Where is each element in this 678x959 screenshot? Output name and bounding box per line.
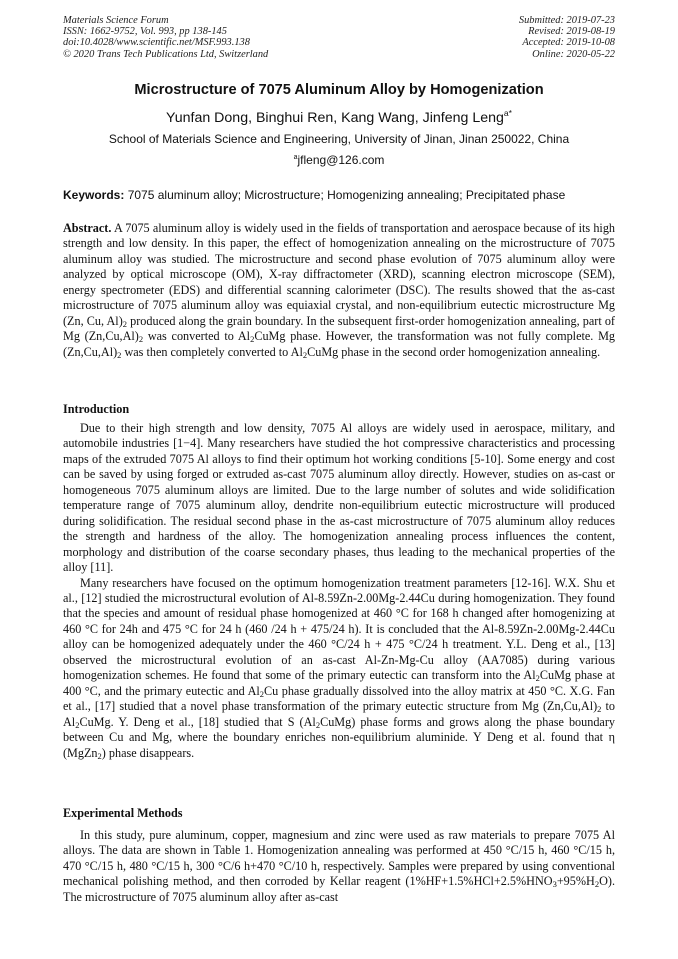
introduction-heading: Introduction [63,402,130,416]
contact-email [0,153,678,167]
introduction-body [63,421,615,761]
author-marker: a* [503,108,512,118]
abstract-text-5: was then completely converted to Al [121,344,303,359]
keywords-label: Keywords: [63,188,125,202]
abstract-text-4: CuMg phase. However, the transformation was not fully complete. Mg (Zn,Cu,Al) [63,329,615,359]
intro-p2-text-c: Cu phase gradually dissolved into the alloy matrix at 450 °C. X.G. Fan et al., [17] studied that a novel phase transformation of the primary eutectic structure from Mg (Zn,Cu,Al) [63,683,615,714]
intro-p2-sub-c: 2 [597,704,602,715]
online-date: Online: 2020-05-22 [532,48,615,60]
intro-p2-sub-d: 2 [75,719,80,730]
accepted-date: Accepted: 2019-10-08 [522,37,615,49]
exp-text-b: +95%H [556,874,595,889]
abstract-sub-5: 2 [302,349,308,360]
experimental-paragraph-1 [63,828,615,905]
intro-p2-text-a: Many researchers have focused on the optimum homogenization treatment parameters [12-16]. W.X. Shu et al., [12] studied the microstructural evolution of Al-8.59Zn-2.00Mg-2.44Cu during homogenization. They found that the species and amount of residual phase homogenized at 460 °C for 168 h changed after homogenizing at 460 °C for 24h and 475 °C for 24 h (460 /24 h + 475/24 h). It is concluded that the Al-8.59Zn-2.00Mg-2.44Cu alloy can be homogenized adequately under the 460 °C/24 h + 475 °C/24 h treatment. Y.L. Deng et al., [13] observed the microstructural evolution of an as-cast Al-Zn-Mg-Cu alloy (AA7085) during various homogenization schemes. He found that some of the primary eutectic can transform into the Al [63,575,615,683]
journal-name: Materials Science Forum [63,15,169,26]
exp-text-c: O). The microstructure of 7075 aluminum alloy after as-cast [63,874,615,904]
exp-sub-a: 3 [552,879,557,890]
abstract-sub-3: 2 [250,334,255,345]
abstract-text-6: CuMg phase in the second order homogenization annealing. [307,344,601,359]
intro-paragraph-2 [63,576,615,761]
affiliation: School of Materials Science and Engineering, University of Jinan, Jinan 250022, China [108,132,570,146]
intro-p2-sub-f: 2 [97,750,102,761]
abstract-sub-2: 2 [138,334,144,345]
intro-paragraph-1: Due to their high strength and low density, 7075 Al alloys are widely used in aerospace, military, and automobile industries [1−4]. Many researchers have studied the hot compressive characteristics and processing maps of the extruded 7075 Al alloys to find their optimum hot working conditions [5-10]. Some energy and cost can be saved by using forged or extruded as-cast 7075 aluminum alloy directly. However, studies on as-cast or homogeneous 7075 aluminum alloys are limited. Due to the large number of solutes and wide solidification temperature range of 7075 aluminum alloy, dendrite non-equilibrium eutectic microstructure will produced during solidification. The residual second phase in the as-cast microstructure of 7075 aluminum alloy reduces the strength and hardness of the alloy. The homogenization annealing process influences the content, morphology and distribution of the coarse secondary phases, thus leading to the mechanical properties of the alloy [11]. [63,421,615,575]
abstract-text-2: produced along the grain boundary. In the subsequent first-order homogenization annealing, part of Mg (Zn,Cu,Al) [63,313,615,344]
experimental-heading: Experimental Methods [63,806,183,820]
intro-p2-text-b: CuMg phase at 400 °C, and the primary eutectic and Al [63,668,615,698]
intro-p2-sub-a: 2 [535,673,540,684]
author-names: Yunfan Dong, Binghui Ren, Kang Wang, Jinfeng Leng [166,110,504,126]
exp-text-a: In this study, pure aluminum, copper, magnesium and zinc were used as raw materials to prepare 7075 Al alloys. The data are shown in Table 1. Homogenization annealing was performed at 450 °C/15 h, 460 °C/15 h, 470 °C/15 h, 480 °C/15 h, 300 °C/6 h+470 °C/10 h, respectively. Samples were prepared by using conventional mechanical polishing method, and then corroded by Kellar reagent (1%HF+1.5%HCl+2.5%HNO [63,828,615,889]
intro-p2-sub-b: 2 [259,688,265,699]
header-left [63,15,268,60]
abstract [63,221,615,360]
revised-date: Revised: 2019-08-19 [528,26,615,38]
intro-p2-text-g: ) phase disappears. [101,745,195,760]
intro-p2-text-e: CuMg. Y. Deng et al., [18] studied that S (Al [79,714,316,729]
email-marker: a [293,154,298,161]
abstract-label: Abstract. [63,221,112,235]
abstract-text-3: was converted to Al [143,329,251,344]
header-right [519,15,615,60]
experimental-body [63,828,615,905]
abstract-sub-4: 2 [117,349,122,360]
author-list [0,108,678,126]
intro-p2-sub-e: 2 [315,719,321,730]
intro-p2-text-d: to Al [63,699,615,729]
issn-line: ISSN: 1662-9752, Vol. 993, pp 138-145 [63,26,227,38]
email-address[interactable]: jfleng@126.com [297,153,385,167]
keywords-text: 7075 aluminum alloy; Microstructure; Homogenizing annealing; Precipitated phase [127,188,566,202]
submitted-date: Submitted: 2019-07-23 [518,15,615,26]
abstract-sub-1: 2 [122,318,127,329]
paper-title: Microstructure of 7075 Aluminum Alloy by Homogenization [134,82,544,98]
keywords [63,188,615,202]
copyright-line: © 2020 Trans Tech Publications Ltd, Switzerland [63,48,269,60]
exp-sub-b: 2 [594,879,600,890]
intro-p2-text-f: CuMg) phase forms and grows along the phase boundary between Cu and Mg, where the boundary enriches non-equilibrium aluminide. Y Deng et al. found that η (MgZn [63,714,615,760]
abstract-text-1: A 7075 aluminum alloy is widely used in the fields of transportation and aerospace because of its high strength and low density. In this paper, the effect of homogenization annealing on the microstructure of 7075 aluminum alloy was studied. The microstructure and second phase evolution of 7075 aluminum alloy were analyzed by optical microscope (OM), X-ray diffractometer (XRD), scanning electron microscope (SEM), energy spectrometer (EDS) and differential scanning calorimeter (DSC). The results showed that the as-cast microstructure of 7075 aluminum alloy was equiaxial crystal, and non-equilibrium eutectic microstructure Mg (Zn, Cu, Al) [63,221,616,328]
doi-line[interactable]: doi:10.4028/www.scientific.net/MSF.993.138 [63,37,250,49]
